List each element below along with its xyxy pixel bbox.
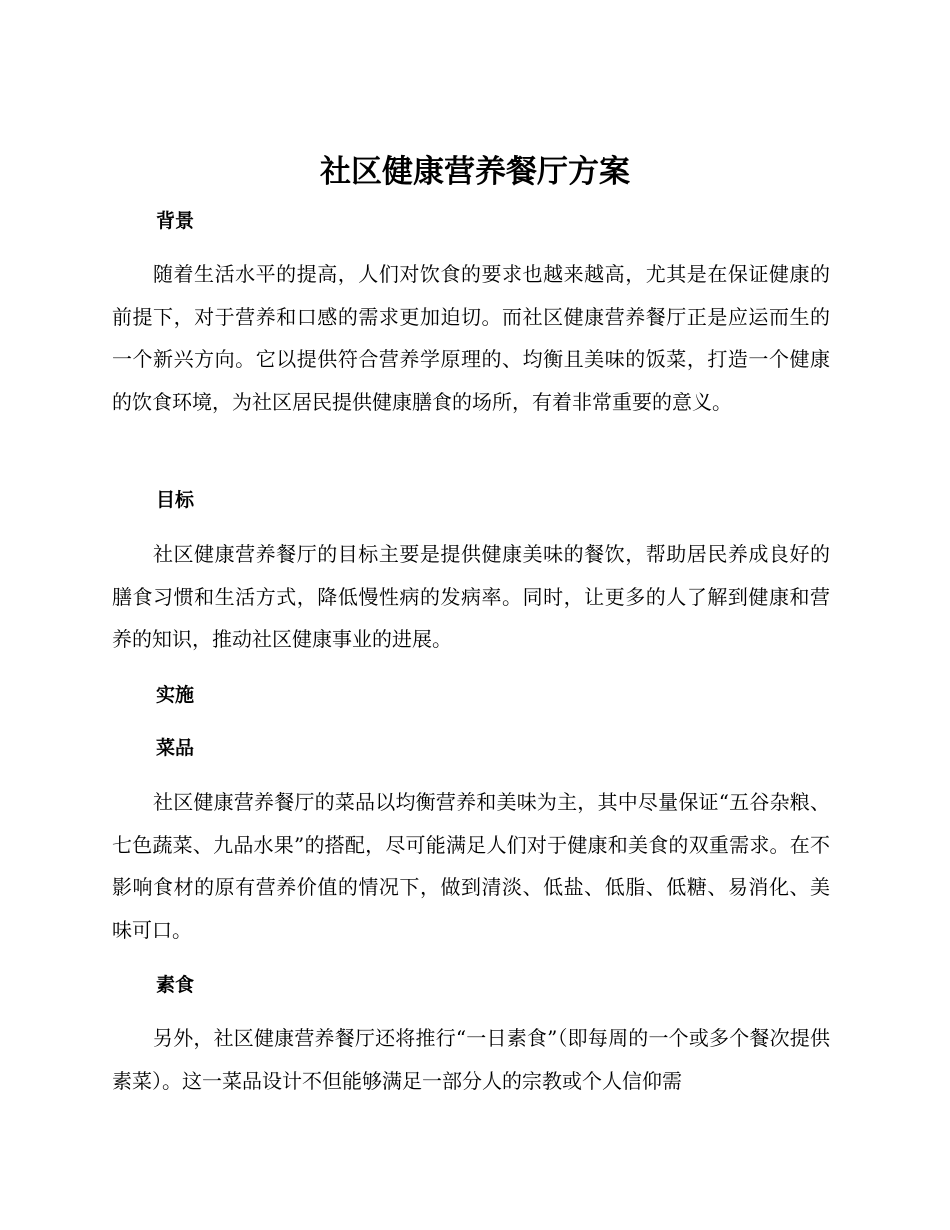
paragraph-background: 随着生活水平的提高，人们对饮食的要求也越来越高，尤其是在保证健康的前提下，对于营养和口感的需求更加迫切。而社区健康营养餐厅正是应运而生的一个新兴方向。它以提供符合营养学原理的、均衡且美味的饭菜，打造一个健康的饮食环境，为社区居民提供健康膳食的场所，有着非常重要的意义。 — [112, 262, 830, 415]
heading-vegetarian: 素食 — [156, 974, 195, 996]
paragraph-dishes: 社区健康营养餐厅的菜品以均衡营养和美味为主，其中尽量保证“五谷杂粮、七色蔬菜、九品水果”的搭配，尽可能满足人们对于健康和美食的双重需求。在不影响食材的原有营养价值的情况下，做到清淡、低盐、低脂、低糖、易消化、美味可口。 — [112, 790, 830, 943]
heading-goal: 目标 — [156, 489, 195, 511]
document-title: 社区健康营养餐厅方案 — [320, 154, 630, 190]
heading-background: 背景 — [156, 210, 195, 232]
paragraph-vegetarian: 另外，社区健康营养餐厅还将推行“一日素食”（即每周的一个或多个餐次提供素菜）。这一菜品设计不但能够满足一部分人的宗教或个人信仰需 — [112, 1026, 830, 1093]
paragraph-goal: 社区健康营养餐厅的目标主要是提供健康美味的餐饮，帮助居民养成良好的膳食习惯和生活方式，降低慢性病的发病率。同时，让更多的人了解到健康和营养的知识，推动社区健康事业的进展。 — [112, 542, 830, 652]
heading-implementation: 实施 — [156, 684, 195, 706]
heading-dishes: 菜品 — [156, 737, 195, 759]
